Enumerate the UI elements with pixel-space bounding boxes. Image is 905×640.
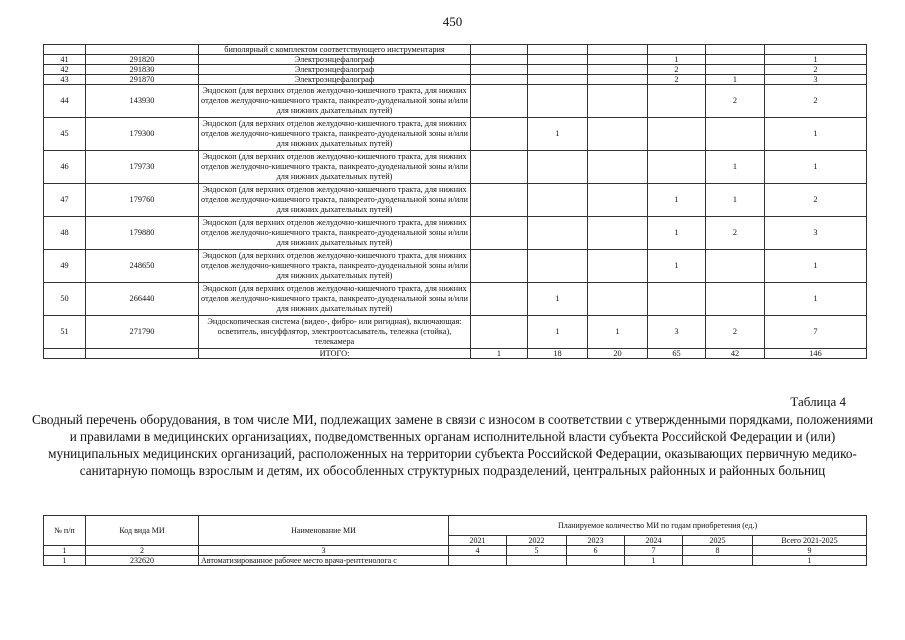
count-2025: 2 xyxy=(706,316,765,349)
count-2025 xyxy=(683,556,753,566)
count-2021 xyxy=(471,118,528,151)
count-2024 xyxy=(648,283,706,316)
count-2025: 1 xyxy=(706,75,765,85)
count-2023 xyxy=(588,75,648,85)
count-2022 xyxy=(528,65,588,75)
count-2024: 1 xyxy=(648,55,706,65)
colnum: 2 xyxy=(86,546,199,556)
count-total: 1 xyxy=(765,151,867,184)
count-2023 xyxy=(588,65,648,75)
count-2024: 1 xyxy=(648,250,706,283)
item-code: 291870 xyxy=(86,75,199,85)
total-c2023: 20 xyxy=(588,349,648,359)
count-2025: 2 xyxy=(706,85,765,118)
table-row xyxy=(44,118,867,151)
count-2022: 1 xyxy=(528,118,588,151)
item-name: Автоматизированное рабочее место врача-рентгенолога с xyxy=(199,556,449,566)
count-2024 xyxy=(648,118,706,151)
item-code: 179880 xyxy=(86,217,199,250)
count-total: 2 xyxy=(765,65,867,75)
count-2021 xyxy=(449,556,507,566)
item-code: 179730 xyxy=(86,151,199,184)
colnum: 6 xyxy=(567,546,625,556)
equipment-replacement-table xyxy=(43,515,867,566)
row-number: 50 xyxy=(44,283,86,316)
header-row xyxy=(44,516,867,536)
table-row xyxy=(44,45,867,55)
row-number: 43 xyxy=(44,75,86,85)
table-row xyxy=(44,250,867,283)
count-total: 3 xyxy=(765,75,867,85)
table-caption: Таблица 4 xyxy=(790,394,846,409)
item-name: Электроэнцефалограф xyxy=(199,65,471,75)
item-name: Эндоскоп (для верхних отделов желудочно-кишечного тракта, для нижних отделов желудочно-кишечного тракта, панкреато-дуоденальной зоны и/или для нижних дыхательных путей) xyxy=(199,250,471,283)
row-number: 44 xyxy=(44,85,86,118)
row-number: 1 xyxy=(44,556,86,566)
count-2021 xyxy=(471,184,528,217)
item-name: Электроэнцефалограф xyxy=(199,55,471,65)
count-2021 xyxy=(471,151,528,184)
count-total: 1 xyxy=(765,250,867,283)
colnum: 4 xyxy=(449,546,507,556)
row-number: 42 xyxy=(44,65,86,75)
count-2021 xyxy=(471,55,528,65)
header-name: Наименование МИ xyxy=(199,516,449,546)
count-2021 xyxy=(471,75,528,85)
count-2023 xyxy=(588,85,648,118)
item-name: Эндоскопическая система (видео-, фибро- или ригидная), включающая: осветитель, инсуффлятор, электроотсасыватель, тележка (стойка), телекамера xyxy=(199,316,471,349)
item-code: 232620 xyxy=(86,556,199,566)
count-2023 xyxy=(588,217,648,250)
table-row xyxy=(44,151,867,184)
table-row xyxy=(44,85,867,118)
colnum: 5 xyxy=(507,546,567,556)
total-label: ИТОГО: xyxy=(199,349,471,359)
count-2022 xyxy=(528,55,588,65)
count-2023 xyxy=(588,55,648,65)
column-number-row xyxy=(44,546,867,556)
count-total: 2 xyxy=(765,184,867,217)
item-code: 143930 xyxy=(86,85,199,118)
header-2023: 2023 xyxy=(567,536,625,546)
count-total: 1 xyxy=(765,118,867,151)
count-total: 3 xyxy=(765,217,867,250)
count-2021 xyxy=(471,217,528,250)
table-row xyxy=(44,217,867,250)
colnum: 3 xyxy=(199,546,449,556)
item-code: 266440 xyxy=(86,283,199,316)
count-2024: 1 xyxy=(625,556,683,566)
item-name: Электроэнцефалограф xyxy=(199,75,471,85)
count-2025 xyxy=(706,65,765,75)
count-2021 xyxy=(471,250,528,283)
header-2024: 2024 xyxy=(625,536,683,546)
count-total: 1 xyxy=(765,55,867,65)
item-code: 271790 xyxy=(86,316,199,349)
count-2023 xyxy=(588,151,648,184)
count-2024: 2 xyxy=(648,65,706,75)
count-2022 xyxy=(528,184,588,217)
total-c2024: 65 xyxy=(648,349,706,359)
item-code: 291830 xyxy=(86,65,199,75)
count-2025 xyxy=(706,283,765,316)
colnum: 7 xyxy=(625,546,683,556)
count-2024: 2 xyxy=(648,75,706,85)
total-total: 146 xyxy=(765,349,867,359)
count-2022 xyxy=(528,75,588,85)
count-2025 xyxy=(706,118,765,151)
count-2024 xyxy=(648,85,706,118)
table-row xyxy=(44,55,867,65)
count-2025 xyxy=(706,250,765,283)
count-2021 xyxy=(471,283,528,316)
row-number: 47 xyxy=(44,184,86,217)
colnum: 8 xyxy=(683,546,753,556)
colnum: 1 xyxy=(44,546,86,556)
page-number: 450 xyxy=(442,14,463,29)
header-2025: 2025 xyxy=(683,536,753,546)
count-2021 xyxy=(471,65,528,75)
header-2021: 2021 xyxy=(449,536,507,546)
count-2021 xyxy=(471,85,528,118)
table-heading: Сводный перечень оборудования, в том числе МИ, подлежащих замене в связи с износом в соответствии с утвержденными порядками, положениями и правилами в медицинских организациях, подведомственных органам исполнительной власти субъекта Российской Федерации и (или) муниципальных медицинских организаций, расположенных на территории субъекта Российской Федерации, оказывающих первичную медико-санитарную помощь взрослым и детям, их обособленных структурных подразделений, центральных районных и районных больниц xyxy=(31,412,874,478)
header-2022: 2022 xyxy=(507,536,567,546)
count-2022: 1 xyxy=(528,283,588,316)
count-total: 1 xyxy=(753,556,867,566)
total-c2022: 18 xyxy=(528,349,588,359)
colnum: 9 xyxy=(753,546,867,556)
item-code: 179760 xyxy=(86,184,199,217)
table-row xyxy=(44,316,867,349)
count-2024: 3 xyxy=(648,316,706,349)
table-row xyxy=(44,75,867,85)
count-2024: 1 xyxy=(648,217,706,250)
item-code: 179300 xyxy=(86,118,199,151)
count-2023 xyxy=(567,556,625,566)
item-code: 291820 xyxy=(86,55,199,65)
count-2023 xyxy=(588,118,648,151)
count-2022 xyxy=(528,217,588,250)
total-c2021: 1 xyxy=(471,349,528,359)
item-name: Эндоскоп (для верхних отделов желудочно-кишечного тракта, для нижних отделов желудочно-кишечного тракта, панкреато-дуоденальной зоны и/или для нижних дыхательных путей) xyxy=(199,151,471,184)
count-2023 xyxy=(588,283,648,316)
count-2025: 1 xyxy=(706,184,765,217)
row-number: 51 xyxy=(44,316,86,349)
count-2025 xyxy=(706,55,765,65)
header-total: Всего 2021-2025 xyxy=(753,536,867,546)
item-name: биполярный с комплектом соответствующего инструментария xyxy=(199,45,471,55)
total-c2025: 42 xyxy=(706,349,765,359)
count-2023 xyxy=(588,184,648,217)
row-number: 41 xyxy=(44,55,86,65)
count-total: 2 xyxy=(765,85,867,118)
item-name: Эндоскоп (для верхних отделов желудочно-кишечного тракта, для нижних отделов желудочно-кишечного тракта, панкреато-дуоденальной зоны и/или для нижних дыхательных путей) xyxy=(199,217,471,250)
item-name: Эндоскоп (для верхних отделов желудочно-кишечного тракта, для нижних отделов желудочно-кишечного тракта, панкреато-дуоденальной зоны и/или для нижних дыхательных путей) xyxy=(199,118,471,151)
count-2024: 1 xyxy=(648,184,706,217)
table-row xyxy=(44,283,867,316)
header-num: № п/п xyxy=(44,516,86,546)
count-2025: 2 xyxy=(706,217,765,250)
count-2023: 1 xyxy=(588,316,648,349)
table-row xyxy=(44,65,867,75)
item-name: Эндоскоп (для верхних отделов желудочно-кишечного тракта, для нижних отделов желудочно-кишечного тракта, панкреато-дуоденальной зоны и/или для нижних дыхательных путей) xyxy=(199,85,471,118)
count-2024 xyxy=(648,151,706,184)
count-total: 7 xyxy=(765,316,867,349)
item-name: Эндоскоп (для верхних отделов желудочно-кишечного тракта, для нижних отделов желудочно-кишечного тракта, панкреато-дуоденальной зоны и/или для нижних дыхательных путей) xyxy=(199,184,471,217)
count-2022 xyxy=(528,85,588,118)
count-2022 xyxy=(528,151,588,184)
count-2025: 1 xyxy=(706,151,765,184)
count-2023 xyxy=(588,250,648,283)
equipment-table-continued xyxy=(43,44,867,359)
count-total: 1 xyxy=(765,283,867,316)
table-row xyxy=(44,184,867,217)
count-2022: 1 xyxy=(528,316,588,349)
row-number: 45 xyxy=(44,118,86,151)
item-code: 248650 xyxy=(86,250,199,283)
header-code: Код вида МИ xyxy=(86,516,199,546)
row-number: 49 xyxy=(44,250,86,283)
row-number: 46 xyxy=(44,151,86,184)
header-planned: Планируемое количество МИ по годам приобретения (ед.) xyxy=(449,516,867,536)
count-2022 xyxy=(507,556,567,566)
count-2022 xyxy=(528,250,588,283)
item-name: Эндоскоп (для верхних отделов желудочно-кишечного тракта, для нижних отделов желудочно-кишечного тракта, панкреато-дуоденальной зоны и/или для нижних дыхательных путей) xyxy=(199,283,471,316)
count-2021 xyxy=(471,316,528,349)
table-row xyxy=(44,556,867,566)
row-number: 48 xyxy=(44,217,86,250)
total-row xyxy=(44,349,867,359)
